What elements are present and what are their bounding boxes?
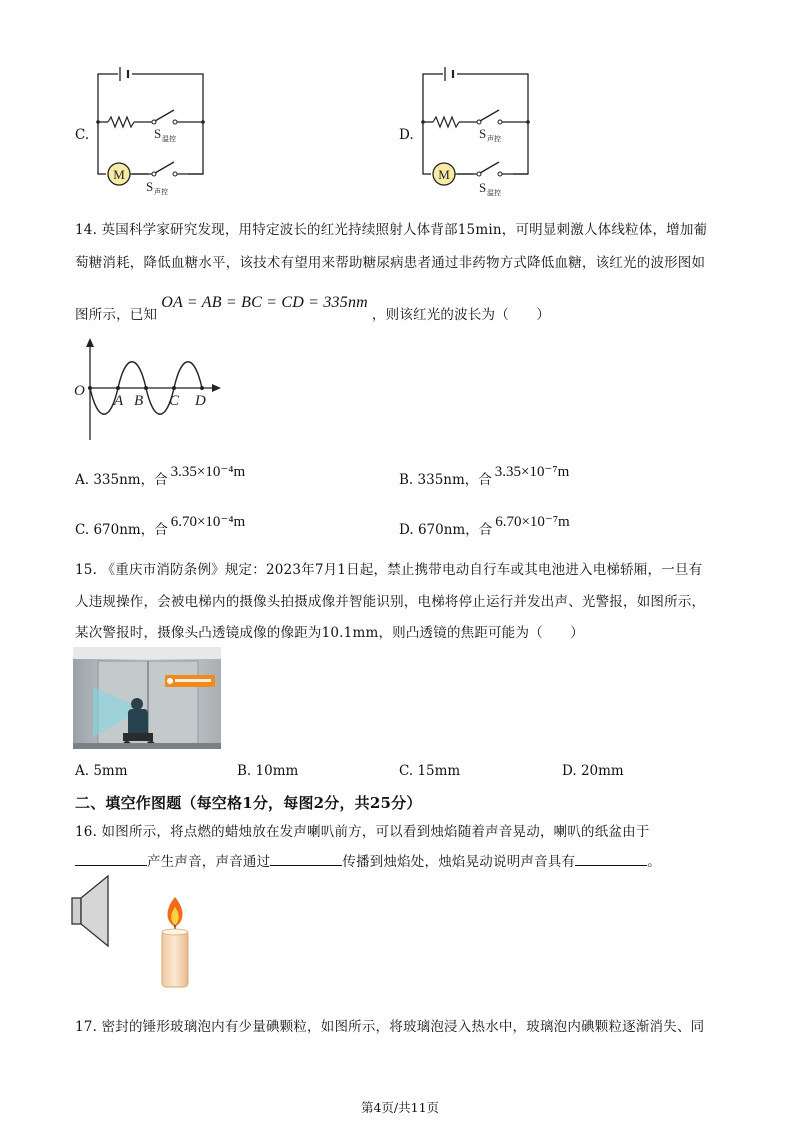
wave-label-a: A [114,393,124,409]
svg-text:温控: 温控 [487,189,501,197]
candle-icon [155,895,195,990]
wave-label-o: O [74,383,85,399]
svg-text:声控: 声控 [487,135,501,143]
svg-text:M: M [113,167,125,182]
q14-option-d[interactable]: D. 670nm，合 6.70×10⁻⁷m [399,514,570,538]
q16-blank-1[interactable] [75,853,147,866]
switch-label-bottom-c: S [146,179,154,194]
svg-text:声控: 声控 [154,188,168,196]
wave-label-c: C [169,393,180,409]
q14-option-c[interactable]: C. 670nm，合 6.70×10⁻⁴m [75,514,246,538]
q14-line-2: 萄糖消耗，降低血糖水平，该技术有望用来帮助糖尿病患者通过非药物方式降低血糖，该红光的波形图如 [75,255,706,271]
q15-option-b[interactable]: B. 10mm [237,763,299,779]
q15-option-a[interactable]: A. 5mm [75,763,128,779]
q16-blank-2[interactable] [270,853,342,866]
elevator-photo [73,647,221,749]
q16-blank-3[interactable] [575,853,647,866]
page-number: 第4页/共11页 [360,1100,440,1115]
svg-text:温控: 温控 [162,135,176,143]
svg-text:M: M [438,167,450,182]
q15-line-2: 人违规操作，会被电梯内的摄像头拍摄成像并智能识别，电梯将停止运行并发出声、光警报，如图所示， [75,594,706,610]
wave-label-d: D [195,393,206,409]
q17-line-1: 17. 密封的锤形玻璃泡内有少量碘颗粒，如图所示，将玻璃泡浸入热水中，玻璃泡内碘颗粒逐渐消失、同 [75,1019,705,1035]
q15-line-1: 15. 《重庆市消防条例》规定：2023年7月1日起，禁止携带电动自行车或其电池进入电梯轿厢，一旦有 [75,562,703,578]
wave-diagram [70,335,230,445]
q14-line-3: 图所示，已知OA = AB = BC = CD = 335nm，则该红光的波长为（ ） [75,294,551,323]
wavelength-formula: OA = AB = BC = CD = 335nm [161,294,368,311]
option-d-label: D. [399,127,414,143]
switch-label-top-d: S [479,126,487,141]
q16-line-1: 16. 如图所示，将点燃的蜡烛放在发声喇叭前方，可以看到烛焰随着声音晃动，喇叭的纸盆由于 [75,824,650,840]
speaker-icon [70,872,115,952]
q14-option-b[interactable]: B. 335nm，合 3.35×10⁻⁷m [399,464,570,488]
q15-line-3: 某次警报时，摄像头凸透镜成像的像距为10.1mm，则凸透镜的焦距可能为（ ） [75,625,584,641]
section-2-title: 二、填空作图题（每空格1分，每图2分，共25分） [75,794,422,812]
wave-label-b: B [134,393,144,409]
q16-line-2: 产生声音，声音通过 传播到烛焰处，烛焰晃动说明声音具有 。 [75,850,661,870]
circuit-diagram-c [88,62,218,197]
q14-line-1: 14. 英国科学家研究发现，用特定波长的红光持续照射人体背部15min，可明显刺激人体线粒体，增加葡 [75,222,708,238]
option-c-label: C. [75,127,90,143]
q14-option-a[interactable]: A. 335nm，合 3.35×10⁻⁴m [75,464,246,488]
circuit-diagram-d [413,62,543,197]
q15-option-d[interactable]: D. 20mm [562,763,624,779]
switch-label-bottom-d: S [479,180,487,195]
switch-label-top-c: S [154,126,162,141]
q15-option-c[interactable]: C. 15mm [399,763,461,779]
